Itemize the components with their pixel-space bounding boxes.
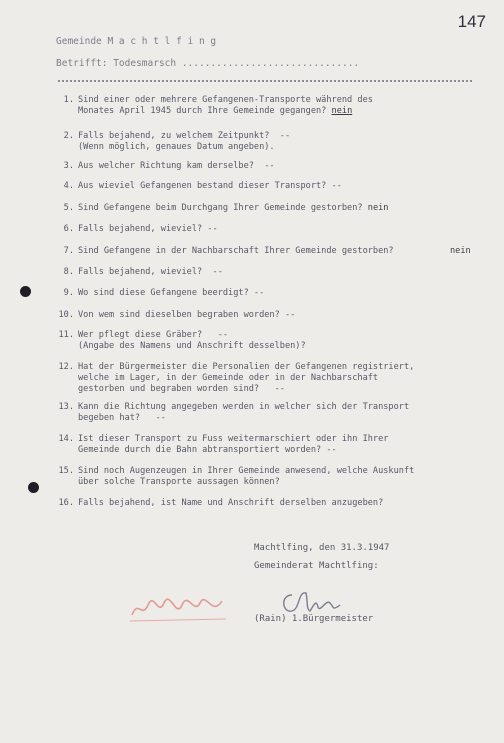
question-item: [54, 310, 474, 321]
question-text: (Wenn möglich, genaues Datum angeben).: [78, 142, 275, 152]
question-item: [54, 288, 474, 299]
question-text: Falls bejahend, zu welchem Zeitpunkt? --: [78, 131, 291, 141]
red-stamp-mark: [128, 593, 228, 625]
question-text: Monates April 1945 durch Ihre Gemeinde gegangen?: [78, 106, 327, 116]
question-text: Falls bejahend, wieviel? --: [78, 224, 218, 234]
question-number: 16.: [58, 498, 74, 508]
mayor-title: (Rain) 1.Bürgermeister: [254, 614, 374, 624]
question-number: 7.: [63, 246, 74, 256]
question-text: Wo sind diese Gefangene beerdigt? --: [78, 288, 265, 298]
question-item: [54, 131, 474, 153]
question-item: [54, 498, 474, 509]
question-number: 4.: [63, 181, 74, 191]
question-text: Aus welcher Richtung kam derselbe? --: [78, 161, 275, 171]
question-text: Sind Gefangene beim Durchgang Ihrer Gemeinde gestorben?: [78, 203, 363, 213]
question-text: gestorben und begraben worden sind? --: [78, 384, 285, 394]
betrifft-line: Betrifft: Todesmarsch ...............................: [56, 58, 360, 69]
question-number: 6.: [63, 224, 74, 234]
question-text: Sind Gefangene in der Nachbarschaft Ihrer Gemeinde gestorben?: [78, 246, 394, 256]
question-number: 3.: [63, 161, 74, 171]
council-name: Gemeinderat Machtlfing:: [254, 561, 379, 571]
page-number: 147: [457, 12, 486, 31]
question-item: [54, 267, 474, 278]
question-number: 11.: [58, 330, 74, 340]
question-text: begeben hat? --: [78, 413, 166, 423]
question-text: (Angabe des Namens und Anschrift desselben)?: [78, 341, 306, 351]
question-answer: nein: [367, 203, 389, 213]
question-text: Sind noch Augenzeugen in Ihrer Gemeinde anwesend, welche Auskunft: [78, 466, 415, 476]
question-number: 1.: [63, 95, 74, 105]
question-text: Wer pflegt diese Gräber? --: [78, 330, 229, 340]
mayor-signature: [278, 585, 348, 617]
question-item: [54, 362, 474, 395]
question-text: welche im Lager, in der Gemeinde oder in der Nachbarschaft: [78, 373, 379, 383]
question-item: [54, 402, 474, 424]
punch-hole-bottom: [28, 482, 39, 493]
question-item: [54, 95, 474, 117]
question-number: 9.: [63, 288, 74, 298]
question-number: 2.: [63, 131, 74, 141]
question-item: [54, 161, 474, 172]
punch-hole-top: [20, 286, 31, 297]
question-text: über solche Transporte aussagen können?: [78, 477, 280, 487]
question-text: Aus wieviel Gefangenen bestand dieser Transport? --: [78, 181, 342, 191]
question-item: [54, 330, 474, 352]
question-number: 12.: [58, 362, 74, 372]
question-text: Falls bejahend, wieviel? --: [78, 267, 223, 277]
question-number: 8.: [63, 267, 74, 277]
question-answer: nein: [331, 106, 353, 116]
question-text: Ist dieser Transport zu Fuss weitermarschiert oder ihn Ihrer: [78, 434, 389, 444]
question-item: [54, 466, 474, 488]
question-item: [54, 203, 474, 214]
question-item: [54, 181, 474, 192]
question-text: Falls bejahend, ist Name und Anschrift derselben anzugeben?: [78, 498, 384, 508]
gemeinde-line: Gemeinde M a c h t l f i n g: [56, 36, 217, 47]
question-number: 13.: [58, 402, 74, 412]
question-item: [54, 224, 474, 235]
question-number: 15.: [58, 466, 74, 476]
place-date: Machtlfing, den 31.3.1947: [254, 543, 390, 553]
question-number: 10.: [58, 310, 74, 320]
question-item: [54, 434, 474, 456]
question-text: Von wem sind dieselben begraben worden? --: [78, 310, 296, 320]
dotted-rule: [58, 80, 472, 82]
question-number: 14.: [58, 434, 74, 444]
question-text: Gemeinde durch die Bahn abtransportiert worden? --: [78, 445, 337, 455]
question-number: 5.: [63, 203, 74, 213]
question-text: Sind einer oder mehrere Gefangenen-Transporte während des: [78, 95, 373, 105]
question-item: 7. Sind Gefangene in der Nachbarschaft Ihrer Gemeinde gestorben? nein: [54, 246, 474, 257]
question-text: Hat der Bürgermeister die Personalien der Gefangenen registriert,: [78, 362, 415, 372]
question-text: Kann die Richtung angegeben werden in welcher sich der Transport: [78, 402, 410, 412]
